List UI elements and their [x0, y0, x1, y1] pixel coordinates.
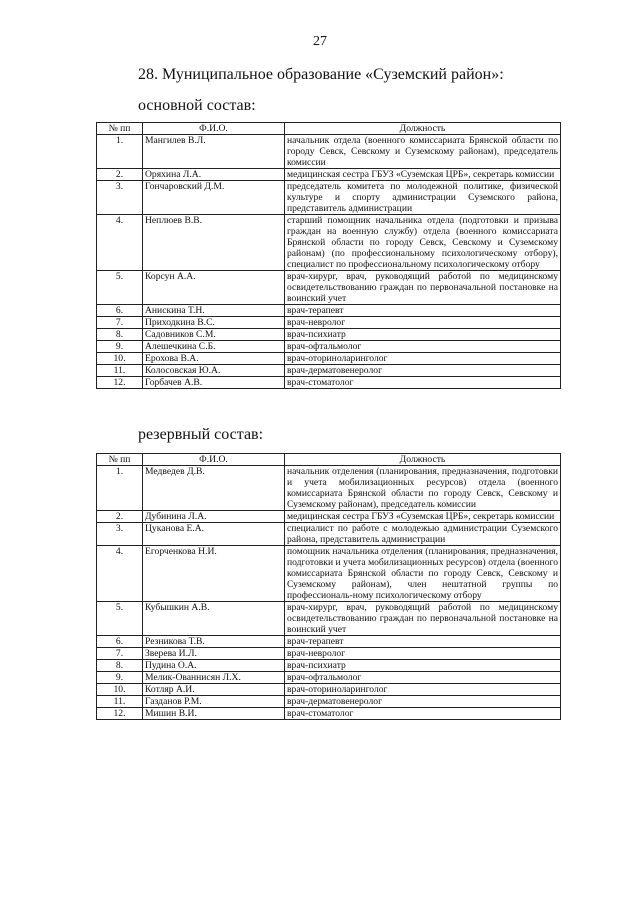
cell-position: начальник отделения (планирования, предназначения, подготовки и учета мобилизационных ресурсов) отдела (военного комиссариата Брянской области по городу Севск, Севскому и Суземскому районам), председатель комиссии	[285, 466, 561, 511]
cell-number: 7.	[97, 317, 143, 329]
header-num: № пп	[97, 123, 143, 135]
table-row	[97, 511, 561, 523]
cell-name: Алешечкина С.Б.	[143, 341, 285, 353]
table-row	[97, 271, 561, 305]
table-row	[97, 602, 561, 636]
cell-position: врач-стоматолог	[285, 377, 561, 389]
cell-number: 9.	[97, 341, 143, 353]
cell-position: врач-стоматолог	[285, 708, 561, 720]
cell-number: 10.	[97, 353, 143, 365]
cell-name: Зверева И.Л.	[143, 648, 285, 660]
header-position: Должность	[285, 454, 561, 466]
cell-number: 2.	[97, 511, 143, 523]
cell-name: Гончаровский Д.М.	[143, 181, 285, 215]
cell-position: врач-психиатр	[285, 329, 561, 341]
cell-position: врач-оториноларинголог	[285, 353, 561, 365]
cell-position: врач-хирург, врач, руководящий работой по медицинскому освидетельствованию граждан по первоначальной постановке на воинский учет	[285, 271, 561, 305]
main-composition-table	[96, 122, 561, 389]
cell-position: медицинская сестра ГБУЗ «Суземская ЦРБ», секретарь комиссии	[285, 169, 561, 181]
reserve-composition-label: резервный состав:	[138, 426, 264, 443]
header-name: Ф.И.О.	[143, 123, 285, 135]
table-row	[97, 523, 561, 546]
cell-name: Резникова Т.В.	[143, 636, 285, 648]
cell-number: 12.	[97, 708, 143, 720]
cell-number: 5.	[97, 602, 143, 636]
cell-name: Мелик-Ованнисян Л.Х.	[143, 672, 285, 684]
cell-name: Садовников С.М.	[143, 329, 285, 341]
cell-number: 5.	[97, 271, 143, 305]
cell-name: Колосовская Ю.А.	[143, 365, 285, 377]
cell-position: врач-психиатр	[285, 660, 561, 672]
cell-position: старший помощник начальника отдела (подготовки и призыва граждан на военную службу) отдела (военного комиссариата Брянской области по городу Севск, Севскому и Суземскому районам) (по профессиональному психологическому отбору), специалист по профессиональному психологическому отбору	[285, 215, 561, 271]
cell-number: 11.	[97, 696, 143, 708]
cell-number: 9.	[97, 672, 143, 684]
table-row	[97, 648, 561, 660]
table-row	[97, 660, 561, 672]
header-position: Должность	[285, 123, 561, 135]
cell-name: Оряхина Л.А.	[143, 169, 285, 181]
cell-number: 10.	[97, 684, 143, 696]
cell-number: 8.	[97, 660, 143, 672]
cell-name: Егорченкова Н.И.	[143, 546, 285, 602]
cell-position: начальник отдела (военного комиссариата Брянской области по городу Севск, Севскому и Суземскому районам), председатель комиссии	[285, 135, 561, 169]
cell-position: врач-невролог	[285, 648, 561, 660]
cell-position: врач-дерматовенеролог	[285, 696, 561, 708]
reserve-composition-table	[96, 453, 561, 720]
header-name: Ф.И.О.	[143, 454, 285, 466]
cell-name: Мангилев В.Л.	[143, 135, 285, 169]
cell-position: медицинская сестра ГБУЗ «Суземская ЦРБ», секретарь комиссии	[285, 511, 561, 523]
cell-name: Ерохова В.А.	[143, 353, 285, 365]
main-composition-label: основной состав:	[138, 97, 256, 114]
cell-name: Котляр А.И.	[143, 684, 285, 696]
cell-number: 3.	[97, 181, 143, 215]
table-row	[97, 377, 561, 389]
cell-name: Неплюев В.В.	[143, 215, 285, 271]
table-row	[97, 353, 561, 365]
cell-number: 4.	[97, 215, 143, 271]
table-row	[97, 546, 561, 602]
main-table-body	[97, 135, 561, 389]
cell-name: Горбачев А.В.	[143, 377, 285, 389]
cell-position: врач-терапевт	[285, 636, 561, 648]
table-row	[97, 708, 561, 720]
cell-number: 1.	[97, 135, 143, 169]
table-header-row	[97, 123, 561, 135]
table-row	[97, 466, 561, 511]
cell-position: помощник начальника отделения (планирования, предназначения, подготовки и учета мобилизационных ресурсов) отдела (военного комиссариата Брянской области по городу Севск, Севскому и Суземскому районам), член нештатной группы по профессиональ-ному психологическому отбору	[285, 546, 561, 602]
table-row	[97, 329, 561, 341]
cell-position: врач-невролог	[285, 317, 561, 329]
cell-position: председатель комитета по молодежной политике, физической культуре и спорту администрации Суземского района, представитель администрации	[285, 181, 561, 215]
cell-number: 3.	[97, 523, 143, 546]
cell-number: 6.	[97, 305, 143, 317]
table-row	[97, 169, 561, 181]
table-row	[97, 317, 561, 329]
table-row	[97, 135, 561, 169]
cell-number: 4.	[97, 546, 143, 602]
cell-number: 8.	[97, 329, 143, 341]
table-row	[97, 696, 561, 708]
table-row	[97, 305, 561, 317]
cell-number: 7.	[97, 648, 143, 660]
table-row	[97, 341, 561, 353]
cell-number: 1.	[97, 466, 143, 511]
table-row	[97, 672, 561, 684]
cell-name: Газданов Р.М.	[143, 696, 285, 708]
page-number: 27	[313, 34, 327, 49]
section-heading: 28. Муниципальное образование «Суземский район»:	[138, 66, 504, 83]
cell-name: Пудина О.А.	[143, 660, 285, 672]
cell-number: 12.	[97, 377, 143, 389]
table-row	[97, 365, 561, 377]
header-num: № пп	[97, 454, 143, 466]
cell-position: специалист по работе с молодежью администрации Суземского района, представитель администрации	[285, 523, 561, 546]
cell-position: врач-хирург, врач, руководящий работой по медицинскому освидетельствованию граждан по первоначальной постановке на воинский учет	[285, 602, 561, 636]
cell-number: 6.	[97, 636, 143, 648]
cell-name: Кубышкин А.В.	[143, 602, 285, 636]
cell-name: Дубинина Л.А.	[143, 511, 285, 523]
cell-name: Корсун А.А.	[143, 271, 285, 305]
cell-position: врач-офтальмолог	[285, 341, 561, 353]
table-row	[97, 181, 561, 215]
cell-position: врач-дерматовенеролог	[285, 365, 561, 377]
cell-position: врач-терапевт	[285, 305, 561, 317]
cell-number: 2.	[97, 169, 143, 181]
cell-number: 11.	[97, 365, 143, 377]
cell-name: Цуканова Е.А.	[143, 523, 285, 546]
table-row	[97, 215, 561, 271]
cell-name: Приходкина В.С.	[143, 317, 285, 329]
cell-position: врач-оториноларинголог	[285, 684, 561, 696]
reserve-table-body	[97, 466, 561, 720]
cell-name: Мишин В.И.	[143, 708, 285, 720]
cell-position: врач-офтальмолог	[285, 672, 561, 684]
table-header-row	[97, 454, 561, 466]
cell-name: Медведев Д.В.	[143, 466, 285, 511]
table-row	[97, 684, 561, 696]
cell-name: Анискина Т.Н.	[143, 305, 285, 317]
table-row	[97, 636, 561, 648]
